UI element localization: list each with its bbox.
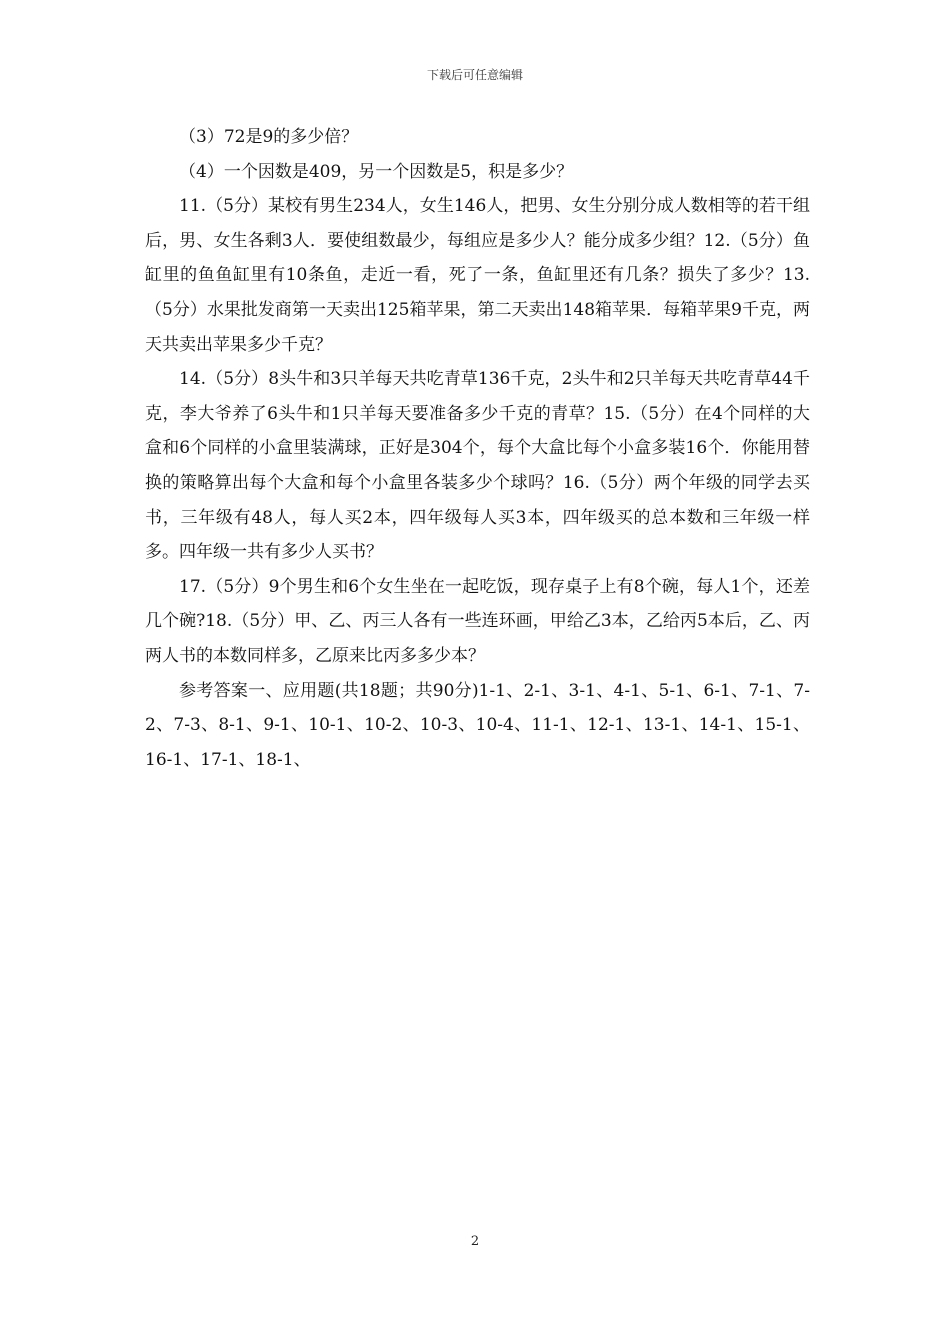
question-3-4: （4）一个因数是409，另一个因数是5，积是多少？ [179, 161, 574, 182]
questions-14-16: 14.（5分）8头牛和3只羊每天共吃青草136千克，2头牛和2只羊每天共吃青草44千克，李大爷养了6头牛和1只羊每天要准备多少千克的青草？15.（5分）在4个同样的大盒和6个同样的小盒里装满球，正好是304个，每个大盒比每个小盒多装16个．你能用替换的策略算出每个大盒和每个小盒里各装多少个球吗？16.（5分）两个年级的同学去买书，三年级有48人，每人买2本，四年级每人买3本，四年级买的总本数和三年级一样多。四年级一共有多少人买书？ [145, 369, 810, 563]
questions-17-18: 17.（5分）9个男生和6个女生坐在一起吃饭，现存桌子上有8个碗，每人1个，还差几个碗?18.（5分）甲、乙、丙三人各有一些连环画，甲给乙3本，乙给丙5本后，乙、丙两人书的本数同样多，乙原来比丙多多少本？ [145, 576, 810, 666]
answer-key: 参考答案一、应用题(共18题；共90分)1-1、2-1、3-1、4-1、5-1、6-1、7-1、7-2、7-3、8-1、9-1、10-1、10-2、10-3、10-4、11-1、12-1、13-1、14-1、15-1、16-1、17-1、18-1、 [145, 680, 810, 770]
questions-11-13: 11.（5分）某校有男生234人，女生146人，把男、女生分别分成人数相等的若干组后，男、女生各剩3人．要使组数最少，每组应是多少人？能分成多少组？12.（5分）鱼缸里的鱼鱼缸里有10条鱼，走近一看，死了一条，鱼缸里还有几条？损失了多少？13.（5分）水果批发商第一天卖出125箱苹果，第二天卖出148箱苹果．每箱苹果9千克，两天共卖出苹果多少千克？ [145, 196, 810, 355]
question-3-2: （3）72是9的多少倍？ [179, 127, 359, 147]
page-header: 下载后可任意编辑 [426, 68, 523, 82]
document-body [145, 120, 810, 777]
page-number: 2 [470, 1234, 480, 1249]
